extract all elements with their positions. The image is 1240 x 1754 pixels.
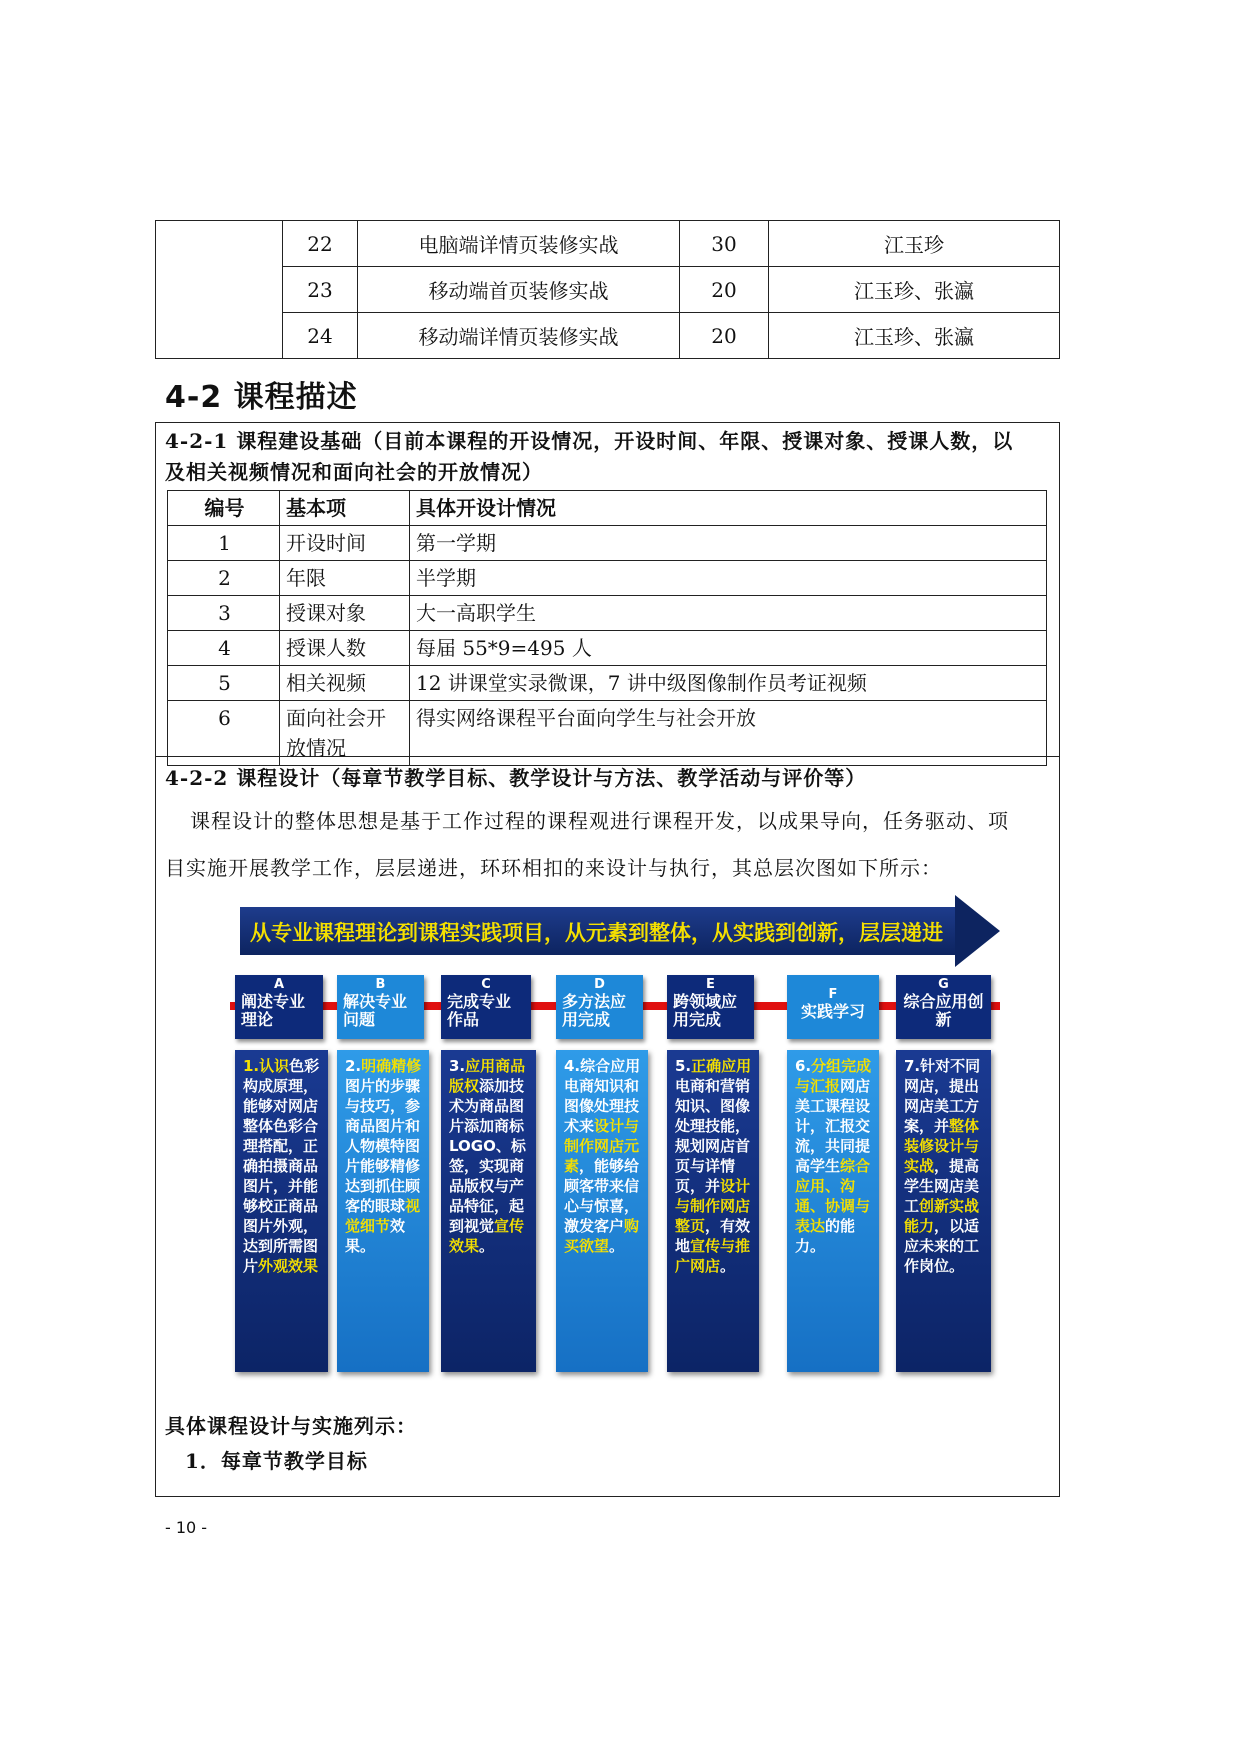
stage-title: 多方法应用完成 xyxy=(562,992,627,1029)
row-detail: 每届 55*9=495 人 xyxy=(410,631,1047,666)
table-row xyxy=(168,561,1047,596)
stage-letter: D xyxy=(594,977,605,992)
list-item-1: 1．每章节教学目标 xyxy=(185,1449,368,1473)
lesson-teacher: 江玉珍、张瀛 xyxy=(769,267,1060,313)
stage-text-segment: 设计与制作网店整页 xyxy=(675,1177,751,1235)
stage-box-e xyxy=(667,1050,759,1372)
stage-title: 综合应用创新 xyxy=(903,992,984,1029)
row-detail: 第一学期 xyxy=(410,526,1047,561)
stage-text-segment: ，有效地 xyxy=(675,1217,751,1255)
stage-box-f xyxy=(787,1050,879,1372)
section-title: 4-2 课程描述 xyxy=(165,380,358,415)
stage-header-d xyxy=(556,975,643,1039)
stage-letter: B xyxy=(375,977,386,992)
stage-box-d xyxy=(556,1050,648,1372)
stage-text-segment: 综合应用、沟通、协调与表达 xyxy=(795,1157,871,1235)
stage-box-b xyxy=(337,1050,429,1372)
row-detail: 12 讲课堂实录微课，7 讲中级图像制作员考证视频 xyxy=(410,666,1047,701)
stage-text-segment: 的能力。 xyxy=(795,1217,856,1255)
table-row xyxy=(156,313,1060,359)
merged-cell xyxy=(156,221,283,359)
row-detail: 半学期 xyxy=(410,561,1047,596)
stage-text-segment: 宣传与推广网店 xyxy=(675,1237,751,1275)
course-info-table xyxy=(167,490,1047,766)
row-number: 4 xyxy=(168,631,280,666)
stage-text-segment: 明确精修 xyxy=(361,1057,422,1075)
stage-text-segment: 分组完成与汇报 xyxy=(795,1057,872,1095)
stage-text-segment: 应用商品版权 xyxy=(449,1057,526,1095)
table-row xyxy=(156,267,1060,313)
stage-text-segment: 3. xyxy=(449,1057,466,1075)
stage-text-segment: 4.综合应用电商知识和图像处理技术来 xyxy=(564,1057,641,1135)
lesson-hours: 20 xyxy=(680,313,769,359)
row-number: 3 xyxy=(168,596,280,631)
stage-text-segment: 添加技术为商品图片添加商标LOGO、标签，实现商品版权与产品特征，起到视觉 xyxy=(449,1077,526,1235)
stage-title: 完成专业作品 xyxy=(447,992,512,1029)
stage-box-g xyxy=(896,1050,991,1372)
row-number: 1 xyxy=(168,526,280,561)
column-header: 基本项 xyxy=(280,491,410,526)
stage-header-g xyxy=(896,975,991,1039)
lesson-number: 23 xyxy=(283,267,358,313)
row-item: 授课对象 xyxy=(280,596,410,631)
stage-text-segment: 正确应用 xyxy=(691,1057,752,1075)
row-item: 相关视频 xyxy=(280,666,410,701)
row-item: 授课人数 xyxy=(280,631,410,666)
stage-text-segment: ，提高学生网店美工 xyxy=(904,1157,980,1215)
stage-text-segment: 7.针对不同网店，提出网店美工方案，并 xyxy=(904,1057,981,1135)
arrow-head xyxy=(955,895,1000,967)
row-item: 开设时间 xyxy=(280,526,410,561)
stage-text-segment: 外观效果 xyxy=(258,1257,319,1275)
stage-letter: A xyxy=(273,977,285,992)
stage-letter: E xyxy=(706,977,715,992)
lesson-hours: 30 xyxy=(680,221,769,267)
lesson-name: 电脑端详情页装修实战 xyxy=(358,221,680,267)
table-row xyxy=(168,666,1047,701)
stage-header-c xyxy=(441,975,531,1039)
stage-text-segment: 。 xyxy=(720,1257,736,1275)
stage-title: 实践学习 xyxy=(800,1002,865,1021)
stage-header-a xyxy=(235,975,323,1039)
stage-box-c xyxy=(441,1050,536,1372)
design-paragraph-line-1: 课程设计的整体思想是基于工作过程的课程观进行课程开发，以成果导向，任务驱动、项 xyxy=(190,809,1009,833)
design-paragraph-line-2: 目实施开展教学工作，层层递进，环环相扣的来设计与执行，其总层次图如下所示： xyxy=(165,856,942,880)
stage-letter: G xyxy=(938,977,949,992)
lesson-hours: 20 xyxy=(680,267,769,313)
stage-text-segment: 创新实战能力 xyxy=(904,1197,980,1235)
row-number: 2 xyxy=(168,561,280,596)
row-item: 面向社会开放情况 xyxy=(280,701,410,766)
column-header: 具体开设计情况 xyxy=(410,491,1047,526)
subsection-1-line-1: 4-2-1 课程建设基础（目前本课程的开设情况，开设时间、年限、授课对象、授课人数，以 xyxy=(165,429,1014,453)
row-detail: 得实网络课程平台面向学生与社会开放 xyxy=(410,701,1047,766)
lesson-teacher: 江玉珍 xyxy=(769,221,1060,267)
stage-header-f xyxy=(787,975,879,1039)
table-row xyxy=(168,596,1047,631)
arrow-text: 从专业课程理论到课程实践项目，从元素到整体，从实践到创新，层层递进 xyxy=(250,921,943,945)
row-number: 6 xyxy=(168,701,280,766)
lesson-teacher: 江玉珍、张瀛 xyxy=(769,313,1060,359)
stage-letter: F xyxy=(828,987,838,1002)
lesson-number: 24 xyxy=(283,313,358,359)
lesson-name: 移动端详情页装修实战 xyxy=(358,313,680,359)
stage-text-segment: ，以适应未来的工作岗位。 xyxy=(904,1217,980,1275)
stage-text-segment: 图片的步骤与技巧，参商品图片和人物模特图片能够精修达到抓住顾客的眼球 xyxy=(345,1077,421,1215)
row-item: 年限 xyxy=(280,561,410,596)
table-row xyxy=(168,631,1047,666)
stage-text-segment: 效果。 xyxy=(345,1217,406,1255)
stage-text-segment: 电商和营销知识、图像处理技能，规划网店首页与详情页，并 xyxy=(675,1077,751,1195)
table-row xyxy=(168,701,1047,766)
row-detail: 大一高职学生 xyxy=(410,596,1047,631)
stage-header-b xyxy=(337,975,424,1039)
stage-text-segment: 。 xyxy=(479,1237,495,1255)
stage-title: 跨领域应用完成 xyxy=(673,992,738,1029)
stage-text-segment: 6. xyxy=(795,1057,812,1075)
implementation-title: 具体课程设计与实施列示： xyxy=(165,1414,417,1438)
stage-text-segment: 设计与制作网店元素 xyxy=(564,1117,640,1175)
stage-letter: C xyxy=(481,977,491,992)
stage-title: 阐述专业理论 xyxy=(241,992,306,1029)
subsection-1-line-2: 及相关视频情况和面向社会的开放情况） xyxy=(165,460,543,484)
stage-title: 解决专业问题 xyxy=(343,992,408,1029)
stage-text-segment: 整体装修设计与实战 xyxy=(904,1117,980,1175)
row-number: 5 xyxy=(168,666,280,701)
stage-text-segment: 色彩构成原理，能够对网店整体色彩合理搭配，正确拍摄商品图片，并能够校正商品图片外观，达到所需图片 xyxy=(243,1057,320,1275)
page-number: - 10 - xyxy=(165,1518,208,1537)
lesson-number: 22 xyxy=(283,221,358,267)
stage-text-segment: 2. xyxy=(345,1057,362,1075)
stage-text-segment: 5. xyxy=(675,1057,692,1075)
table-row xyxy=(156,221,1060,267)
stage-text-segment: 1.认识 xyxy=(243,1057,290,1075)
column-header: 编号 xyxy=(168,491,280,526)
table-row xyxy=(168,526,1047,561)
stage-text-segment: 视觉细节 xyxy=(345,1197,421,1235)
stage-header-e xyxy=(667,975,754,1039)
stage-box-a xyxy=(235,1050,328,1372)
stage-text-segment: 。 xyxy=(609,1237,625,1255)
stage-text-segment: 购买欲望 xyxy=(564,1217,640,1255)
stage-text-segment: 宣传效果 xyxy=(449,1217,525,1255)
schedule-table xyxy=(155,220,1060,359)
stage-text-segment: ，能够给顾客带来信心与惊喜，激发客户 xyxy=(564,1157,640,1235)
subsection-2-heading: 4-2-2 课程设计（每章节教学目标、教学设计与方法、教学活动与评价等） xyxy=(165,766,867,790)
lesson-name: 移动端首页装修实战 xyxy=(358,267,680,313)
stage-text-segment: 网店美工课程设计，汇报交流，共同提高学生 xyxy=(795,1077,871,1175)
table-header-row xyxy=(168,491,1047,526)
course-hierarchy-diagram xyxy=(230,895,1000,1375)
